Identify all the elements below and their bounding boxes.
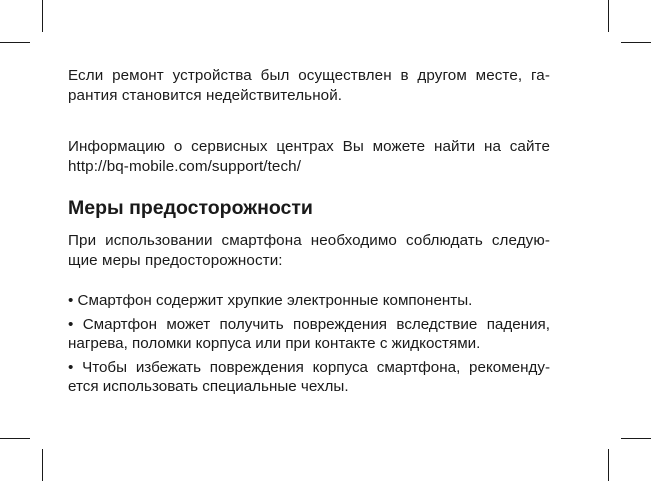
page-content <box>68 66 550 397</box>
service-paragraph: Информацию о сервисных центрах Вы можете найти на сайте http://bq-mobile.com/support/tech/ <box>68 138 550 175</box>
crop-mark-top-left-horizontal <box>0 42 30 43</box>
section-title: Меры предосторожности <box>68 197 313 219</box>
crop-mark-top-right-vertical <box>608 0 609 32</box>
crop-mark-bottom-right-horizontal <box>621 438 651 439</box>
section-intro: При использовании смартфона необходимо соблюдать следую-щие меры предосторожности: <box>68 232 550 269</box>
crop-mark-top-left-vertical <box>42 0 43 32</box>
crop-mark-bottom-left-vertical <box>42 449 43 481</box>
crop-mark-top-right-horizontal <box>621 42 651 43</box>
crop-mark-bottom-left-horizontal <box>0 438 30 439</box>
warranty-paragraph: Если ремонт устройства был осуществлен в другом месте, га-рантия становится недействительной. <box>68 67 550 104</box>
bullet-item: • Чтобы избежать повреждения корпуса смартфона, рекоменду-ется использовать специальные чехлы. <box>68 358 550 395</box>
crop-mark-bottom-right-vertical <box>608 449 609 481</box>
bullet-item: • Смартфон содержит хрупкие электронные компоненты. <box>68 292 473 309</box>
bullet-item: • Смартфон может получить повреждения вследствие падения, нагрева, поломки корпуса или при контакте с жидкостями. <box>68 315 550 352</box>
